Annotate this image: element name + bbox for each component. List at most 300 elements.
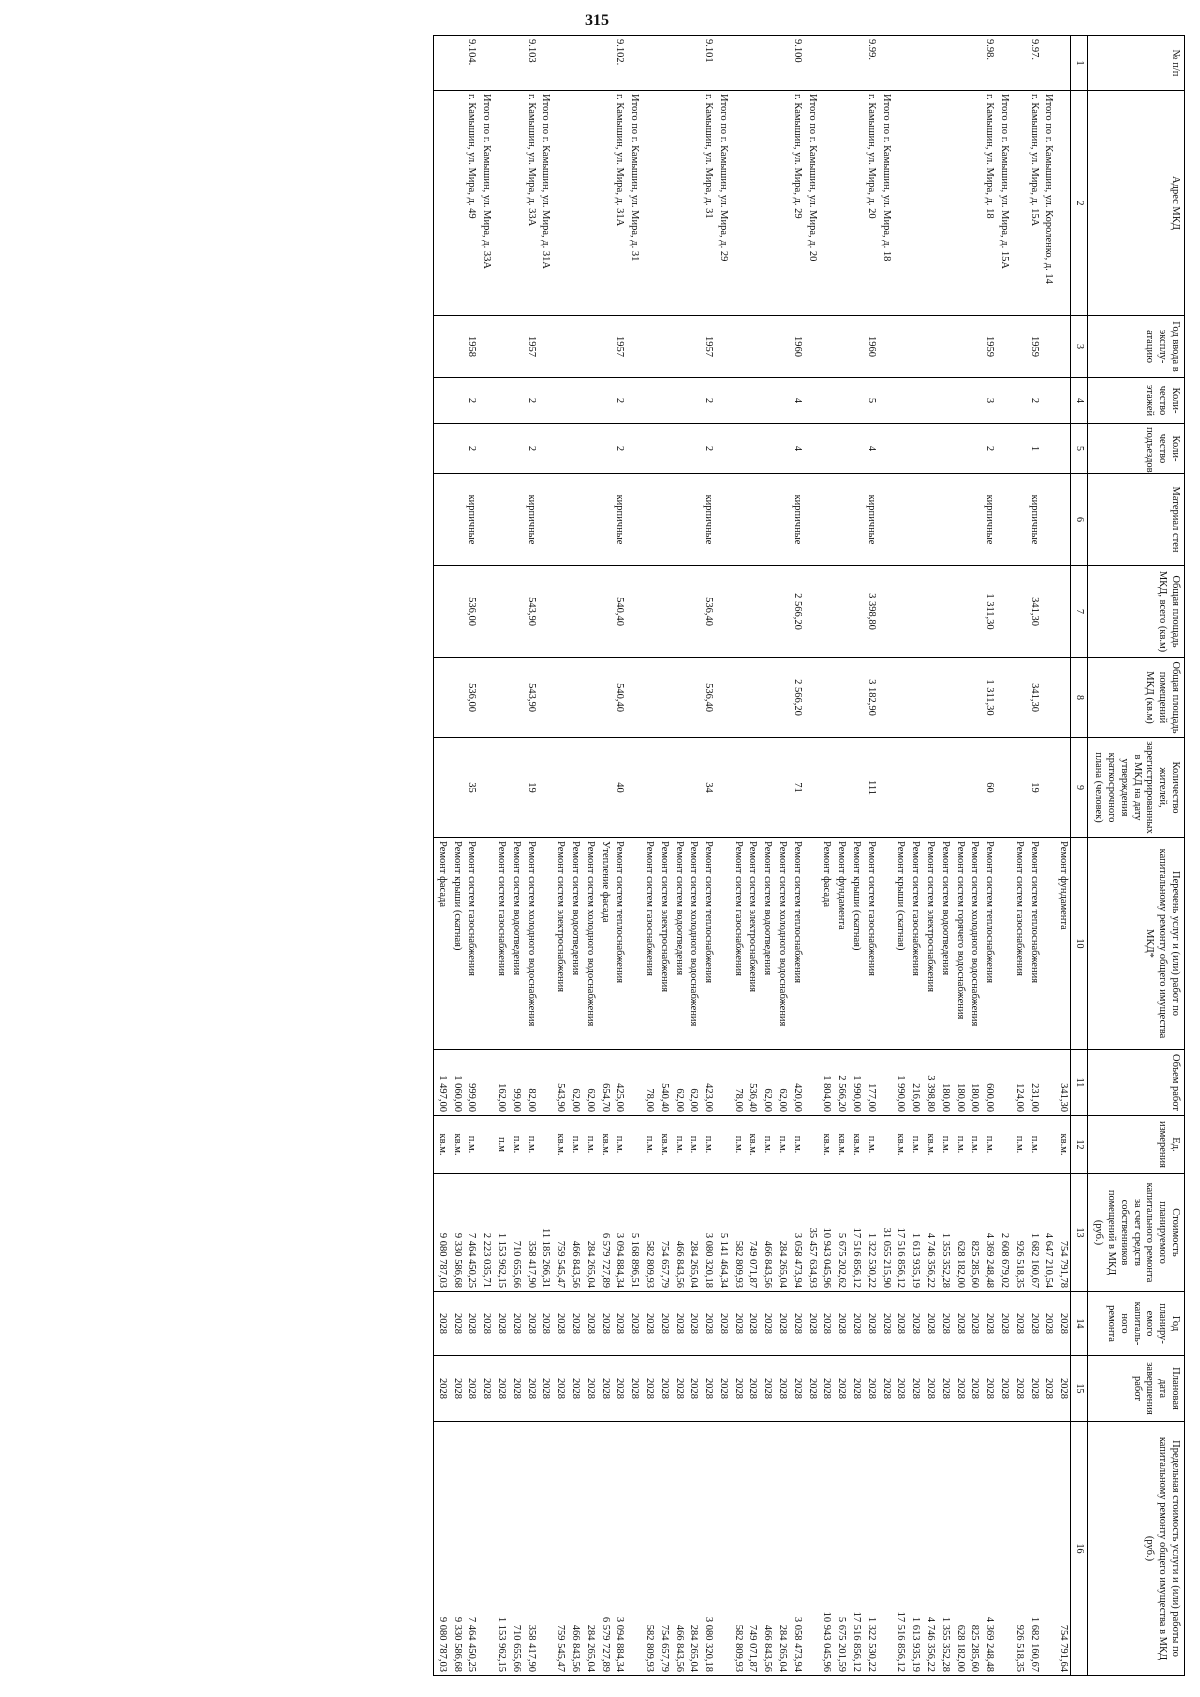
table-cell bbox=[478, 658, 493, 738]
table-cell: кирпичные bbox=[789, 474, 804, 566]
table-cell bbox=[1041, 36, 1056, 91]
table-cell: 284 265,04 bbox=[686, 1422, 701, 1676]
table-cell bbox=[552, 378, 567, 424]
table-cell bbox=[967, 424, 982, 474]
table-cell: 2028 bbox=[774, 1292, 789, 1356]
table-cell: 17 516 856,12 bbox=[893, 1422, 908, 1676]
table-cell: 124,00 bbox=[1011, 1050, 1026, 1116]
table-cell bbox=[1055, 36, 1070, 91]
column-number: 13 bbox=[1071, 1174, 1088, 1292]
table-cell: 1 990,00 bbox=[848, 1050, 863, 1116]
table-cell: Ремонт систем водоотведения bbox=[937, 838, 952, 1050]
table-cell: 2028 bbox=[433, 1356, 448, 1422]
table-cell: 3 058 473,94 bbox=[789, 1422, 804, 1676]
table-cell bbox=[656, 424, 671, 474]
table-cell bbox=[715, 36, 730, 91]
table-cell bbox=[922, 658, 937, 738]
table-cell: 1960 bbox=[863, 316, 878, 378]
table-row bbox=[612, 36, 627, 1676]
table-cell: 284 265,04 bbox=[774, 1422, 789, 1676]
table-cell: 926 518,35 bbox=[1011, 1174, 1026, 1292]
table-cell bbox=[567, 424, 582, 474]
table-cell bbox=[745, 474, 760, 566]
table-cell: 1957 bbox=[612, 316, 627, 378]
table-cell: 5 141 464,34 bbox=[715, 1174, 730, 1292]
table-cell: Ремонт систем электроснабжения bbox=[552, 838, 567, 1050]
table-cell: Ремонт систем электроснабжения bbox=[922, 838, 937, 1050]
table-cell bbox=[538, 1116, 553, 1174]
table-row bbox=[863, 36, 878, 1676]
table-cell bbox=[952, 316, 967, 378]
table-cell: 78,00 bbox=[730, 1050, 745, 1116]
table-cell bbox=[567, 378, 582, 424]
table-cell: 60 bbox=[981, 738, 996, 838]
table-cell bbox=[1055, 91, 1070, 316]
table-cell: Ремонт систем теплоснабжения bbox=[1026, 838, 1041, 1050]
table-cell bbox=[552, 566, 567, 658]
table-cell: Итого по г. Камышин, ул. Мира, д. 20 bbox=[804, 91, 819, 316]
table-cell bbox=[582, 316, 597, 378]
table-cell: кв.м. bbox=[819, 1116, 834, 1174]
table-cell bbox=[493, 424, 508, 474]
table-cell bbox=[1011, 36, 1026, 91]
table-cell: 466 843,56 bbox=[760, 1422, 775, 1676]
table-row bbox=[1055, 36, 1070, 1676]
table-cell bbox=[1055, 738, 1070, 838]
table-cell: 17 516 856,12 bbox=[893, 1174, 908, 1292]
table-cell: 536,40 bbox=[700, 566, 715, 658]
table-cell: 9.99. bbox=[863, 36, 878, 91]
table-cell: 35 bbox=[464, 738, 479, 838]
table-cell: 3 058 473,94 bbox=[789, 1174, 804, 1292]
table-cell: 2028 bbox=[1026, 1292, 1041, 1356]
table-cell bbox=[833, 91, 848, 316]
table-cell bbox=[582, 474, 597, 566]
table-row bbox=[523, 36, 538, 1676]
table-cell bbox=[1041, 1422, 1056, 1676]
table-cell bbox=[967, 474, 982, 566]
column-number: 16 bbox=[1071, 1422, 1088, 1676]
table-cell bbox=[774, 316, 789, 378]
table-cell bbox=[715, 658, 730, 738]
table-cell bbox=[433, 36, 448, 91]
table-cell: 2028 bbox=[833, 1356, 848, 1422]
table-cell: кирпичные bbox=[523, 474, 538, 566]
table-cell: 2 566,20 bbox=[789, 658, 804, 738]
table-cell: 2028 bbox=[464, 1292, 479, 1356]
table-cell: 2028 bbox=[656, 1356, 671, 1422]
table-cell: п.м. bbox=[730, 1116, 745, 1174]
table-cell bbox=[538, 1422, 553, 1676]
table-cell bbox=[878, 738, 893, 838]
table-cell: 754 791,64 bbox=[1055, 1422, 1070, 1676]
table-cell: 231,00 bbox=[1026, 1050, 1041, 1116]
table-cell bbox=[582, 36, 597, 91]
table-cell bbox=[671, 316, 686, 378]
table-cell: 759 545,47 bbox=[552, 1422, 567, 1676]
table-cell bbox=[493, 474, 508, 566]
table-cell: 2028 bbox=[508, 1292, 523, 1356]
table-cell bbox=[478, 1116, 493, 1174]
column-header: Материал стен bbox=[1088, 474, 1185, 566]
table-cell bbox=[1011, 316, 1026, 378]
table-cell: 31 055 215,90 bbox=[878, 1174, 893, 1292]
table-row bbox=[996, 36, 1011, 1676]
table-cell: 180,00 bbox=[967, 1050, 982, 1116]
table-cell bbox=[1011, 424, 1026, 474]
table-cell: Ремонт систем холодного водоснабжения bbox=[774, 838, 789, 1050]
column-number: 6 bbox=[1071, 474, 1088, 566]
table-cell bbox=[715, 1116, 730, 1174]
table-cell: 2028 bbox=[715, 1292, 730, 1356]
table-cell bbox=[433, 424, 448, 474]
table-cell bbox=[1011, 566, 1026, 658]
table-cell bbox=[922, 378, 937, 424]
table-cell: 9 080 787,03 bbox=[433, 1422, 448, 1676]
table-cell bbox=[730, 658, 745, 738]
table-cell bbox=[833, 378, 848, 424]
table-cell bbox=[597, 474, 612, 566]
table-cell: 2028 bbox=[922, 1356, 937, 1422]
table-cell: 2028 bbox=[730, 1356, 745, 1422]
table-cell: 2028 bbox=[1055, 1356, 1070, 1422]
table-cell: 536,40 bbox=[700, 658, 715, 738]
table-cell: 4 746 356,22 bbox=[922, 1174, 937, 1292]
table-cell bbox=[656, 566, 671, 658]
table-cell: 2028 bbox=[774, 1356, 789, 1422]
table-cell bbox=[641, 658, 656, 738]
table-cell bbox=[819, 424, 834, 474]
table-cell bbox=[449, 474, 464, 566]
table-cell: 5 bbox=[863, 378, 878, 424]
table-cell: 1957 bbox=[523, 316, 538, 378]
table-cell bbox=[996, 658, 1011, 738]
table-cell bbox=[760, 316, 775, 378]
table-cell bbox=[552, 424, 567, 474]
table-cell: Итого по г. Камышин, ул. Короленко, д. 14 bbox=[1041, 91, 1056, 316]
table-cell: 3 398,80 bbox=[863, 566, 878, 658]
table-row bbox=[433, 36, 448, 1676]
table-cell: 2028 bbox=[538, 1292, 553, 1356]
table-cell bbox=[538, 424, 553, 474]
table-cell: г. Камышин, ул. Мира, д. 20 bbox=[863, 91, 878, 316]
table-cell bbox=[848, 474, 863, 566]
table-cell bbox=[626, 424, 641, 474]
column-number: 10 bbox=[1071, 838, 1088, 1050]
table-cell bbox=[641, 424, 656, 474]
table-cell: 2 608 679,02 bbox=[996, 1174, 1011, 1292]
table-cell bbox=[1055, 378, 1070, 424]
table-cell: г. Камышин, ул. Мира, д. 31 bbox=[700, 91, 715, 316]
table-cell bbox=[478, 424, 493, 474]
table-cell: 536,00 bbox=[464, 658, 479, 738]
column-number: 12 bbox=[1071, 1116, 1088, 1174]
table-row bbox=[478, 36, 493, 1676]
table-cell: 9.97. bbox=[1026, 36, 1041, 91]
table-cell: 62,00 bbox=[671, 1050, 686, 1116]
table-cell bbox=[478, 1422, 493, 1676]
table-cell: 754 657,79 bbox=[656, 1422, 671, 1676]
table-cell: кв.м. bbox=[848, 1116, 863, 1174]
table-cell bbox=[1055, 474, 1070, 566]
table-cell bbox=[508, 36, 523, 91]
table-cell: 2028 bbox=[612, 1356, 627, 1422]
table-cell: Ремонт систем газоснабжения bbox=[730, 838, 745, 1050]
table-cell bbox=[449, 378, 464, 424]
table-cell bbox=[493, 36, 508, 91]
table-cell: кв.м. bbox=[449, 1116, 464, 1174]
table-cell bbox=[478, 566, 493, 658]
table-cell bbox=[967, 316, 982, 378]
table-cell bbox=[1041, 316, 1056, 378]
table-cell: Итого по г. Камышин, ул. Мира, д. 18 bbox=[878, 91, 893, 316]
table-cell: кирпичные bbox=[700, 474, 715, 566]
table-row bbox=[804, 36, 819, 1676]
table-cell bbox=[952, 474, 967, 566]
table-cell: 5 675 202,62 bbox=[833, 1174, 848, 1292]
table-cell bbox=[433, 378, 448, 424]
table-cell bbox=[996, 566, 1011, 658]
table-cell: Ремонт фундамента bbox=[1055, 838, 1070, 1050]
table-cell: 6 579 727,89 bbox=[597, 1174, 612, 1292]
table-cell bbox=[907, 316, 922, 378]
table-cell bbox=[552, 474, 567, 566]
table-cell bbox=[656, 738, 671, 838]
table-cell bbox=[567, 738, 582, 838]
rotated-table-container bbox=[45, 35, 1185, 1675]
table-cell: 2028 bbox=[952, 1356, 967, 1422]
column-header: Количество подъездов bbox=[1088, 424, 1185, 474]
column-header: Год планируемого капитального ремонта bbox=[1088, 1292, 1185, 1356]
table-cell bbox=[449, 738, 464, 838]
table-cell bbox=[760, 738, 775, 838]
table-cell: п.м. bbox=[952, 1116, 967, 1174]
table-cell bbox=[774, 658, 789, 738]
table-cell bbox=[819, 91, 834, 316]
table-cell: 9.103 bbox=[523, 36, 538, 91]
table-cell bbox=[804, 566, 819, 658]
table-cell bbox=[878, 1422, 893, 1676]
table-cell: 2028 bbox=[449, 1356, 464, 1422]
table-cell: 825 285,60 bbox=[967, 1422, 982, 1676]
table-cell: 582 809,93 bbox=[730, 1174, 745, 1292]
table-cell: 2 bbox=[464, 424, 479, 474]
table-cell: 3 bbox=[981, 378, 996, 424]
table-cell: 62,00 bbox=[774, 1050, 789, 1116]
table-cell bbox=[597, 738, 612, 838]
table-cell: 78,00 bbox=[641, 1050, 656, 1116]
table-cell: 6 579 727,89 bbox=[597, 1422, 612, 1676]
table-cell: 2028 bbox=[981, 1356, 996, 1422]
table-cell: 543,90 bbox=[552, 1050, 567, 1116]
table-cell: Ремонт систем газоснабжения bbox=[493, 838, 508, 1050]
table-cell: 3 094 884,34 bbox=[612, 1174, 627, 1292]
table-cell bbox=[1041, 566, 1056, 658]
table-cell bbox=[730, 378, 745, 424]
table-cell bbox=[597, 91, 612, 316]
table-cell bbox=[774, 424, 789, 474]
table-cell: Итого по г. Камышин, ул. Мира, д. 15А bbox=[996, 91, 1011, 316]
table-cell: 2028 bbox=[567, 1356, 582, 1422]
table-cell bbox=[493, 378, 508, 424]
table-cell: 1 682 160,67 bbox=[1026, 1422, 1041, 1676]
table-cell bbox=[493, 658, 508, 738]
table-cell bbox=[1041, 1116, 1056, 1174]
table-row bbox=[789, 36, 804, 1676]
table-cell bbox=[538, 838, 553, 1050]
table-cell bbox=[567, 474, 582, 566]
table-cell: 284 265,04 bbox=[582, 1422, 597, 1676]
table-cell: 2028 bbox=[671, 1356, 686, 1422]
table-cell bbox=[730, 36, 745, 91]
table-cell: 2028 bbox=[878, 1356, 893, 1422]
table-cell bbox=[626, 566, 641, 658]
table-cell: 2028 bbox=[493, 1292, 508, 1356]
table-cell: 62,00 bbox=[567, 1050, 582, 1116]
table-cell: 540,40 bbox=[612, 658, 627, 738]
table-cell: Ремонт крыши (скатная) bbox=[848, 838, 863, 1050]
table-cell bbox=[745, 658, 760, 738]
table-cell bbox=[715, 378, 730, 424]
table-cell bbox=[1055, 424, 1070, 474]
table-cell bbox=[641, 316, 656, 378]
table-cell bbox=[730, 566, 745, 658]
table-cell: кирпичные bbox=[863, 474, 878, 566]
table-cell bbox=[893, 378, 908, 424]
table-cell bbox=[1041, 838, 1056, 1050]
table-cell bbox=[686, 658, 701, 738]
table-row bbox=[967, 36, 982, 1676]
table-cell bbox=[996, 378, 1011, 424]
table-cell: 180,00 bbox=[952, 1050, 967, 1116]
table-cell: 2028 bbox=[1011, 1292, 1026, 1356]
table-cell bbox=[745, 566, 760, 658]
column-number: 3 bbox=[1071, 316, 1088, 378]
table-cell: кирпичные bbox=[1026, 474, 1041, 566]
table-cell bbox=[715, 738, 730, 838]
table-cell bbox=[937, 36, 952, 91]
table-cell bbox=[671, 738, 686, 838]
table-cell: 710 655,66 bbox=[508, 1422, 523, 1676]
table-cell bbox=[804, 658, 819, 738]
table-cell: кв.м. bbox=[833, 1116, 848, 1174]
table-row bbox=[952, 36, 967, 1676]
table-cell bbox=[907, 658, 922, 738]
table-cell bbox=[774, 474, 789, 566]
table-cell: Ремонт систем газоснабжения bbox=[863, 838, 878, 1050]
table-row bbox=[1011, 36, 1026, 1676]
table-cell: 1 153 962,15 bbox=[493, 1174, 508, 1292]
table-cell: 536,00 bbox=[464, 566, 479, 658]
table-cell bbox=[937, 658, 952, 738]
table-cell: 4 bbox=[863, 424, 878, 474]
table-cell bbox=[774, 566, 789, 658]
table-cell: 2028 bbox=[981, 1292, 996, 1356]
table-cell bbox=[626, 36, 641, 91]
table-cell: Ремонт систем водоотведения bbox=[567, 838, 582, 1050]
table-cell bbox=[686, 566, 701, 658]
table-cell: 1 682 160,67 bbox=[1026, 1174, 1041, 1292]
table-cell: 4 369 248,48 bbox=[981, 1174, 996, 1292]
table-cell: 17 516 856,12 bbox=[848, 1422, 863, 1676]
table-row bbox=[745, 36, 760, 1676]
table-cell: 926 518,35 bbox=[1011, 1422, 1026, 1676]
table-row bbox=[626, 36, 641, 1676]
table-cell: 2028 bbox=[1041, 1356, 1056, 1422]
table-cell: 71 bbox=[789, 738, 804, 838]
table-cell: 284 265,04 bbox=[686, 1174, 701, 1292]
table-cell: 284 265,04 bbox=[774, 1174, 789, 1292]
table-cell: 2 bbox=[981, 424, 996, 474]
table-cell bbox=[893, 36, 908, 91]
table-cell bbox=[760, 658, 775, 738]
table-cell: 2028 bbox=[907, 1356, 922, 1422]
table-cell: 2028 bbox=[478, 1292, 493, 1356]
table-cell bbox=[907, 566, 922, 658]
table-cell bbox=[819, 316, 834, 378]
table-cell: 536,40 bbox=[745, 1050, 760, 1116]
table-row bbox=[567, 36, 582, 1676]
table-cell: 1958 bbox=[464, 316, 479, 378]
table-cell: 9 330 586,68 bbox=[449, 1174, 464, 1292]
table-cell: п.м. bbox=[508, 1116, 523, 1174]
table-cell: Ремонт систем холодного водоснабжения bbox=[523, 838, 538, 1050]
table-cell: 40 bbox=[612, 738, 627, 838]
table-cell: п.м. bbox=[582, 1116, 597, 1174]
table-row bbox=[907, 36, 922, 1676]
table-cell bbox=[567, 316, 582, 378]
table-cell bbox=[996, 474, 1011, 566]
table-cell: 2028 bbox=[937, 1356, 952, 1422]
table-cell bbox=[952, 424, 967, 474]
table-cell: 3 398,80 bbox=[922, 1050, 937, 1116]
table-cell bbox=[833, 658, 848, 738]
table-cell bbox=[967, 738, 982, 838]
table-cell bbox=[1041, 378, 1056, 424]
table-row bbox=[508, 36, 523, 1676]
table-cell: Ремонт систем газоснабжения bbox=[464, 838, 479, 1050]
table-cell: 216,00 bbox=[907, 1050, 922, 1116]
header-row bbox=[1088, 36, 1185, 1676]
table-cell: 2028 bbox=[745, 1356, 760, 1422]
table-cell: 1 311,30 bbox=[981, 566, 996, 658]
table-cell: Ремонт фундамента bbox=[833, 838, 848, 1050]
table-cell bbox=[508, 658, 523, 738]
table-cell: 754 791,78 bbox=[1055, 1174, 1070, 1292]
table-cell bbox=[478, 738, 493, 838]
table-cell: п.м. bbox=[1026, 1116, 1041, 1174]
table-cell: 9.101 bbox=[700, 36, 715, 91]
table-cell bbox=[996, 424, 1011, 474]
table-cell bbox=[538, 316, 553, 378]
table-cell: кв.м. bbox=[893, 1116, 908, 1174]
table-cell: 2028 bbox=[804, 1292, 819, 1356]
table-row bbox=[819, 36, 834, 1676]
table-cell bbox=[833, 738, 848, 838]
table-cell bbox=[508, 566, 523, 658]
table-cell bbox=[626, 658, 641, 738]
table-cell bbox=[538, 658, 553, 738]
table-cell: 2 bbox=[523, 378, 538, 424]
table-cell bbox=[552, 36, 567, 91]
table-cell: п.м. bbox=[671, 1116, 686, 1174]
table-cell bbox=[833, 36, 848, 91]
table-cell bbox=[493, 91, 508, 316]
table-cell: 1 497,00 bbox=[433, 1050, 448, 1116]
table-cell: 540,40 bbox=[612, 566, 627, 658]
table-cell bbox=[952, 378, 967, 424]
table-cell bbox=[745, 378, 760, 424]
